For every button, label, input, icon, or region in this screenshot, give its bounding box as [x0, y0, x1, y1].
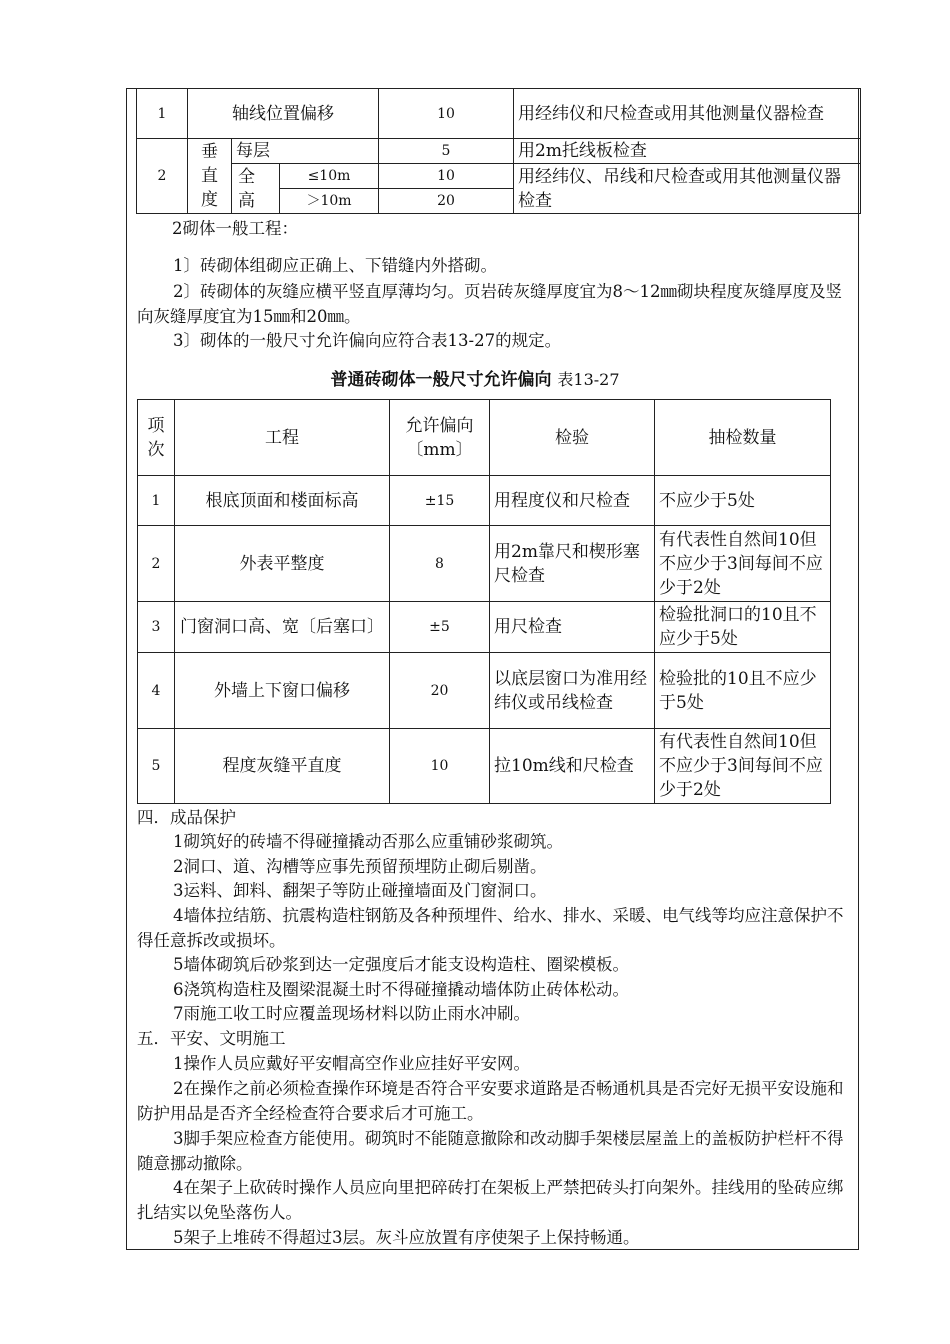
row2-gt10: ＞10m: [280, 189, 379, 214]
row-tolerance: ±5: [390, 602, 490, 653]
row-tolerance: ±15: [390, 476, 490, 526]
header-check: 检验: [490, 400, 655, 476]
table2-tag: 表13-27: [557, 370, 620, 389]
section2-p3: 3〕砌体的一般尺寸允许偏向应符合表13-27的规定。: [173, 331, 562, 350]
row2-no: 2: [137, 139, 188, 214]
row-check: 拉10m线和尺检查: [490, 729, 655, 804]
row-tolerance: 10: [390, 729, 490, 804]
section5-item-5: 5架子上堆砖不得超过3层。灰斗应放置有序使架子上保持畅通。: [173, 1228, 640, 1247]
row-item: 根底顶面和楼面标高: [175, 476, 390, 526]
section4-item-7: 7雨施工收工时应覆盖现场材料以防止雨水冲刷。: [173, 1004, 530, 1023]
row-tolerance: 20: [390, 653, 490, 729]
row2-full-height: 全高: [232, 164, 280, 214]
row-sample: 检验批的10且不应少于5处: [655, 653, 831, 729]
row-tolerance: 8: [390, 526, 490, 602]
row-check: 用尺检查: [490, 602, 655, 653]
section2-heading: 2砌体一般工程：: [172, 219, 298, 238]
section2-p1: 1〕砖砌体组砌应正确上、下错缝内外搭砌。: [173, 256, 497, 275]
section5-item-1: 1操作人员应戴好平安帽高空作业应挂好平安网。: [173, 1054, 530, 1073]
row2-vertical: 垂直度: [188, 139, 232, 214]
section4-item-5: 5墙体砌筑后砂浆到达一定强度后才能支设构造柱、圈梁模板。: [173, 955, 629, 974]
row-sample: 有代表性自然间10但不应少于3间每间不应少于2处: [655, 729, 831, 804]
row-item: 外表平整度: [175, 526, 390, 602]
masonry-tolerance-table: [137, 399, 831, 804]
table-row: [138, 653, 831, 729]
row2-each-method: 用2m托线板检查: [514, 139, 861, 164]
table-row: [138, 476, 831, 526]
row-no: 1: [138, 476, 175, 526]
row-item: 门窗洞口高、宽〔后塞口〕: [175, 602, 390, 653]
section4-item-2: 2洞口、道、沟槽等应事先预留预埋防止砌后剔凿。: [173, 857, 547, 876]
row2-full-method: 用经纬仪、吊线和尺检查或用其他测量仪器检查: [514, 164, 861, 214]
section5-item-3: 3脚手架应检查方能使用。砌筑时不能随意撤除和改动脚手架楼层屋盖上的盖板防护栏杆不得随意挪动撤除。: [137, 1129, 844, 1173]
row2-each-value: 5: [379, 139, 514, 164]
row2-gt10-value: 20: [379, 189, 514, 214]
row2-le10-value: 10: [379, 164, 514, 189]
row-no: 2: [138, 526, 175, 602]
row-check: 以底层窗口为准用经纬仪或吊线检查: [490, 653, 655, 729]
row-check: 用2m靠尺和楔形塞尺检查: [490, 526, 655, 602]
header-item: 工程: [175, 400, 390, 476]
section5-item-2: 2在操作之前必须检查操作环境是否符合平安要求道路是否畅通机具是否完好无损平安设施和防护用品是否齐全经检查符合要求后才可施工。: [137, 1079, 844, 1123]
section4-item-4: 4墙体拉结筋、抗震构造柱钢筋及各种预埋件、给水、排水、采暖、电气线等均应注意保护不得任意拆改或损坏。: [137, 906, 844, 950]
row-item: 外墙上下窗口偏移: [175, 653, 390, 729]
row2-le10: ≤10m: [280, 164, 379, 189]
section5-item-4: 4在架子上砍砖时操作人员应向里把碎砖打在架板上严禁把砖头打向架外。挂线用的坠砖应绑扎结实以免坠落伤人。: [137, 1178, 844, 1222]
row-item: 程度灰缝平直度: [175, 729, 390, 804]
row2-each-floor: 每层: [232, 139, 379, 164]
row-sample: 不应少于5处: [655, 476, 831, 526]
row-check: 用程度仪和尺检查: [490, 476, 655, 526]
table-row: [138, 729, 831, 804]
table2-title: 普通砖砌体一般尺寸允许偏向 表13-27: [330, 370, 620, 390]
row-no: 3: [138, 602, 175, 653]
section2-p2: 2〕砖砌体的灰缝应横平竖直厚薄均匀。页岩砖灰缝厚度宜为8～12㎜砌块程度灰缝厚度及竖向灰缝厚度宜为15㎜和20㎜。: [137, 282, 842, 326]
table-row: [138, 602, 831, 653]
row-no: 4: [138, 653, 175, 729]
row1-value: 10: [379, 89, 514, 139]
table-row: [138, 526, 831, 602]
row-sample: 检验批洞口的10且不应少于5处: [655, 602, 831, 653]
section5-heading: 五．平安、文明施工: [137, 1029, 286, 1048]
row1-method: 用经纬仪和尺检查或用其他测量仪器检查: [514, 89, 861, 139]
row-sample: 有代表性自然间10但不应少于3间每间不应少于2处: [655, 526, 831, 602]
vertical-deviation-table: [136, 88, 861, 214]
row1-item: 轴线位置偏移: [188, 89, 379, 139]
section4-item-3: 3运料、卸料、翻架子等防止碰撞墙面及门窗洞口。: [173, 881, 547, 900]
section4-item-6: 6浇筑构造柱及圈梁混凝土时不得碰撞撬动墙体防止砖体松动。: [173, 980, 629, 999]
header-tolerance: 允许偏向〔mm〕: [390, 400, 490, 476]
row-no: 5: [138, 729, 175, 804]
row1-no: 1: [137, 89, 188, 139]
header-no: 项次: [138, 400, 175, 476]
header-sample: 抽检数量: [655, 400, 831, 476]
section4-item-1: 1砌筑好的砖墙不得碰撞撬动否那么应重铺砂浆砌筑。: [173, 832, 563, 851]
section4-heading: 四．成品保护: [137, 808, 236, 827]
